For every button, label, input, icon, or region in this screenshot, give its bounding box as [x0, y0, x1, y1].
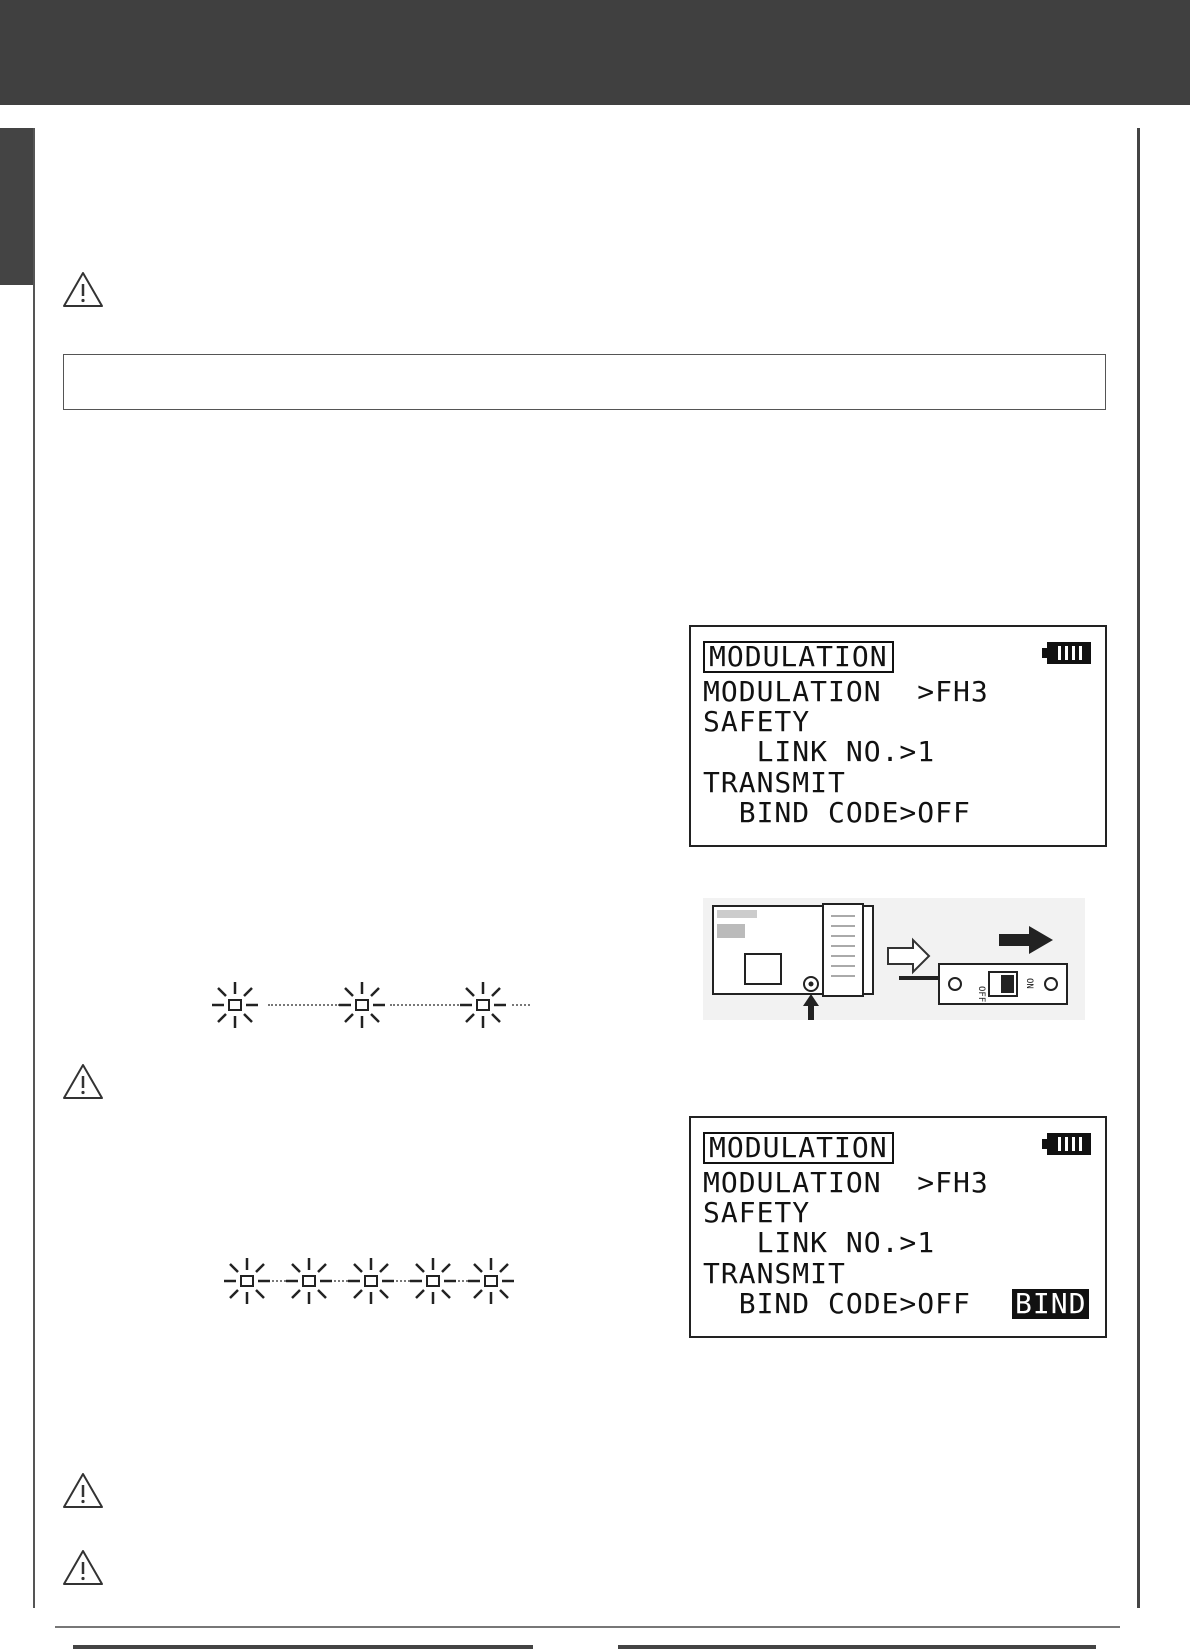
blinking-led-icon: [408, 1256, 458, 1306]
lcd-line: SAFETY: [703, 705, 811, 738]
lcd-line: SAFETY: [703, 1196, 811, 1229]
note-box: [63, 354, 1106, 410]
footer-bar-right: [618, 1645, 1096, 1649]
blinking-led-icon: [458, 980, 508, 1030]
right-margin-rule: [1137, 128, 1140, 1608]
lcd-line: MODULATION >FH3: [703, 675, 989, 708]
left-margin-rule: [33, 128, 35, 1608]
battery-icon: [1042, 1132, 1092, 1156]
footer-bar-left: [73, 1645, 533, 1649]
lcd-title: MODULATION: [703, 1132, 894, 1164]
header-bar: [0, 0, 1190, 105]
lcd-bind-highlight: BIND: [1012, 1289, 1089, 1319]
blinking-led-icon: [337, 980, 387, 1030]
lcd-line: BIND CODE>OFF: [703, 1287, 989, 1320]
lcd-screen-bind: [689, 1116, 1107, 1338]
warning-triangle-icon: [62, 270, 104, 310]
switch-on-label: ON: [1024, 978, 1034, 989]
blinking-led-icon: [284, 1256, 334, 1306]
warning-triangle-icon: [62, 1548, 104, 1588]
lcd-title: MODULATION: [703, 641, 894, 673]
lcd-line: MODULATION >FH3: [703, 1166, 989, 1199]
led-fast-blink-row: [222, 1256, 516, 1306]
warning-triangle-icon: [62, 1062, 104, 1102]
lcd-screen-modulation: [689, 625, 1107, 847]
lcd-line: TRANSMIT: [703, 1257, 846, 1290]
warning-triangle-icon: [62, 1471, 104, 1511]
receiver-bind-figure: [703, 898, 1085, 1020]
lcd-line: TRANSMIT: [703, 766, 846, 799]
blinking-led-icon: [466, 1256, 516, 1306]
blinking-led-icon: [222, 1256, 272, 1306]
blinking-led-icon: [210, 980, 260, 1030]
switch-off-label: OFF: [976, 986, 986, 1003]
led-slow-blink-row: [210, 980, 530, 1030]
footer-rule: [55, 1626, 1120, 1628]
lcd-line: LINK NO.>1: [703, 1226, 936, 1259]
lcd-line: LINK NO.>1: [703, 735, 936, 768]
section-tab: [0, 128, 34, 285]
blinking-led-icon: [346, 1256, 396, 1306]
battery-icon: [1042, 641, 1092, 665]
lcd-line: BIND CODE>OFF: [703, 796, 971, 829]
